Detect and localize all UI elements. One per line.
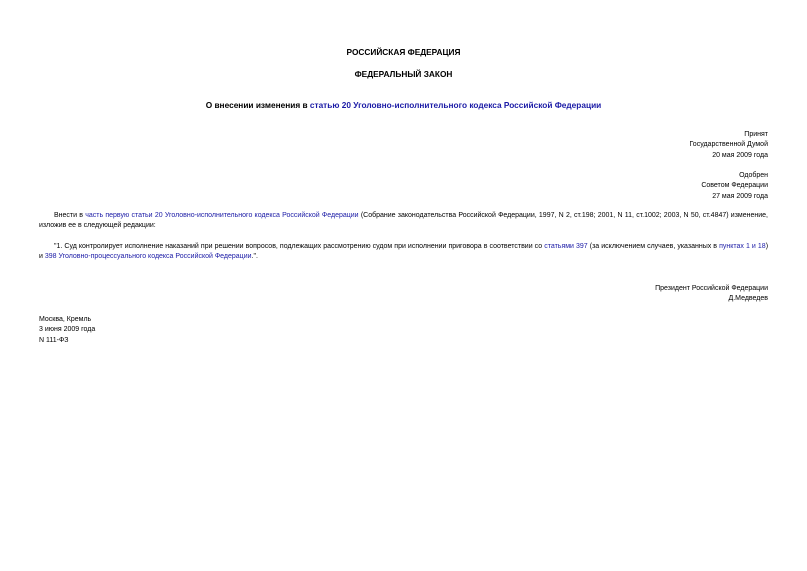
link-article-397[interactable]: статьями 397 [544,243,588,250]
p2-prefix: "1. Суд контролирует исполнение наказаний при решении вопросов, подлежащих рассмотрению судом при исполнении приговора в соответствии со [54,243,545,250]
adopted-date: 20 мая 2009 года [712,151,768,159]
signature-name: Д.Медведев [728,295,768,303]
p2-suffix: .". [251,253,258,261]
doc-type-heading: ФЕДЕРАЛЬНЫЙ ЗАКОН [354,69,453,79]
footer-number: N 111-ФЗ [39,336,69,344]
link-article-20-part-1[interactable]: часть первую статьи 20 Уголовно-исполнительного кодекса Российской Федерации [85,212,359,219]
adopted-block [689,130,768,161]
p2-mid1: (за исключением случаев, указанных в [587,243,720,250]
approved-label: Одобрен [739,172,768,179]
p1-suffix: (Собрание законодательства Российской Федерации, 1997, N 2, ст.198; 2001, N 11, ст.1002; 2003, N 50, ст.4847) изменение, изложив ее в следующей редакции: [39,212,768,230]
footer-place: Москва, Кремль [39,316,92,323]
law-title [0,100,807,110]
approved-body: Советом Федерации [701,182,768,190]
law-title-prefix: О внесении изменения в [205,100,310,110]
signature-title: Президент Российской Федерации [655,285,768,292]
approved-block [701,171,768,202]
country-heading: РОССИЙСКАЯ ФЕДЕРАЦИЯ [346,47,461,57]
p1-prefix: Внести в [54,212,86,219]
p2-mid2: ) и [39,243,769,261]
footer-block [39,315,95,346]
paragraph-amendment [39,211,768,232]
law-title-link[interactable]: статью 20 Уголовно-исполнительного кодекса Российской Федерации [309,100,602,110]
link-points-1-18[interactable]: пунктах 1 и 18 [719,243,766,250]
adopted-label: Принят [744,131,768,138]
signature-block [655,284,768,305]
adopted-body: Государственной Думой [689,141,768,149]
approved-date: 27 мая 2009 года [712,192,768,200]
link-article-398[interactable]: 398 Уголовно-процессуального кодекса Российской Федерации [44,253,252,261]
footer-date: 3 июня 2009 года [39,326,96,334]
paragraph-new-text [39,242,768,263]
